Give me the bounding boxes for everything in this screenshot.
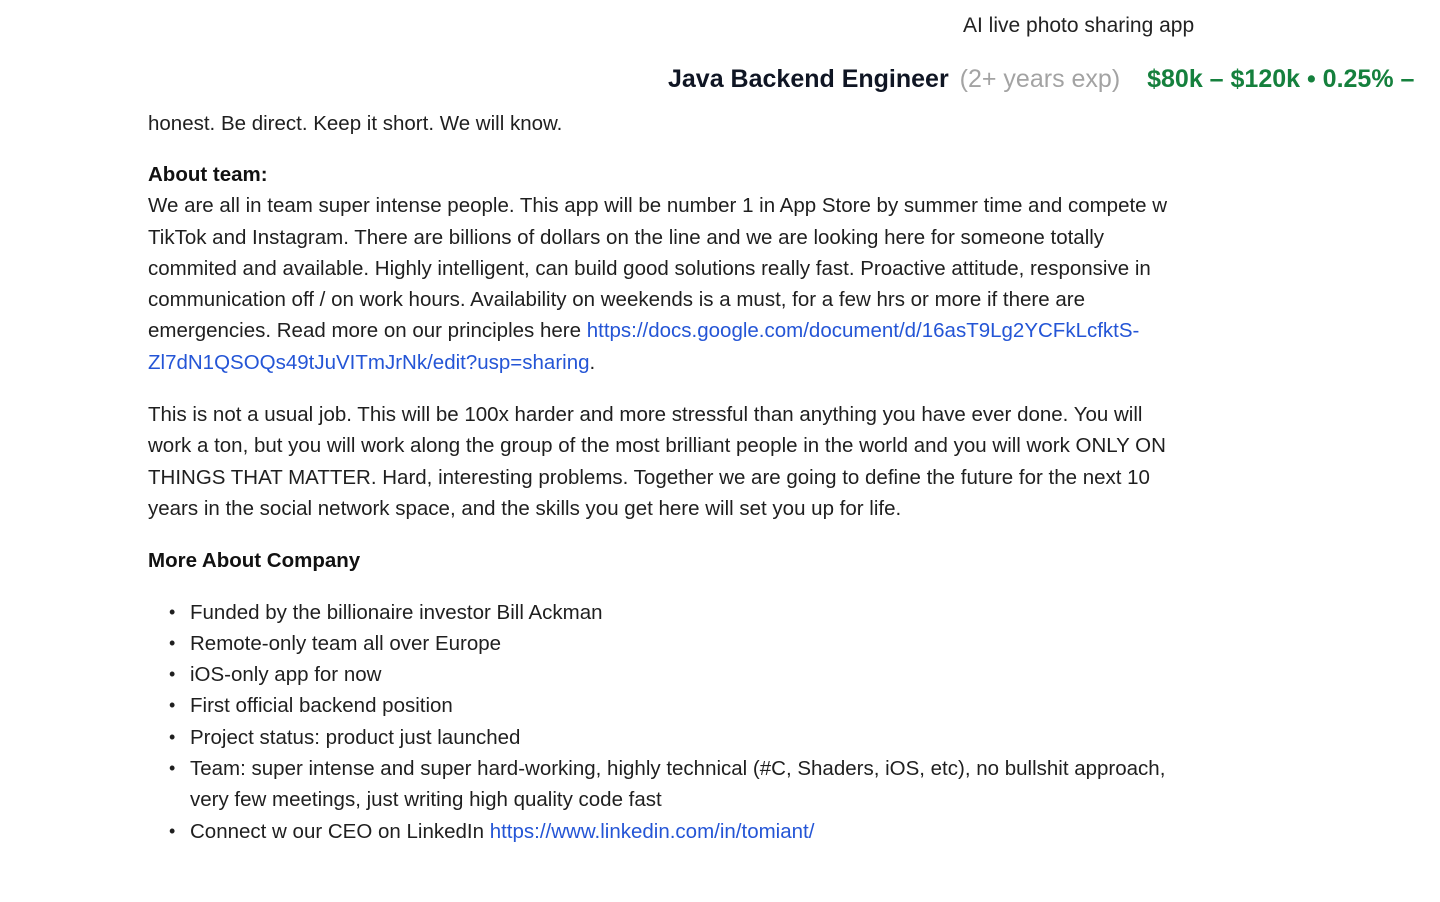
list-item	[169, 659, 1178, 690]
company-tagline: AI live photo sharing app	[963, 14, 1195, 37]
job-description	[148, 108, 1178, 847]
bullet-icon: •	[169, 632, 176, 653]
list-item	[169, 597, 1178, 628]
list-item	[169, 816, 1178, 847]
clipped-text-line: honest. Be direct. Keep it short. We will know.	[148, 112, 563, 135]
list-item-text: iOS-only app for now	[190, 663, 382, 687]
list-item-text: First official backend position	[190, 694, 453, 718]
list-item-text: Team: super intense and super hard-working, highly technical (#C, Shaders, iOS, etc), no bullshit approach, very few meetings, just writing high quality code fast	[190, 757, 1166, 812]
list-item	[169, 690, 1178, 721]
job-experience: (2+ years exp)	[959, 65, 1121, 93]
ceo-linkedin-link[interactable]: https://www.linkedin.com/in/tomiant/	[489, 819, 815, 843]
list-item-text: Remote-only team all over Europe	[190, 631, 502, 655]
job-header-card	[0, 0, 1440, 110]
about-team-paragraph	[148, 190, 1178, 378]
about-team-trailing: .	[589, 350, 596, 374]
list-item-text: Project status: product just launched	[190, 725, 521, 749]
bullet-icon: •	[169, 758, 176, 779]
warning-paragraph: This is not a usual job. This will be 100x harder and more stressful than anything you have ever done. You will work a ton, but you will work along the group of the most brilliant people in the world and you will work ONLY ON THINGS THAT MATTER. Hard, interesting problems. Together we are going to define the future for the next 10 years in the social network space, and the skills you get here will set you up for life.	[148, 403, 1166, 520]
list-item-text: Funded by the billionaire investor Bill Ackman	[190, 600, 603, 624]
job-title[interactable]: Java Backend Engineer	[668, 65, 949, 93]
company-facts-list	[148, 597, 1178, 847]
principles-doc-link[interactable]: https://docs.google.com/document/d/16asT9Lg2YCFkLcfktS-Zl7dN1QSOQs49tJuVITmJrNk/edit?usp=sharing	[148, 319, 1140, 374]
bullet-icon: •	[169, 726, 176, 747]
job-compensation: $80k – $120k • 0.25% –	[1147, 65, 1415, 93]
list-item	[169, 753, 1178, 816]
about-team-heading: About team:	[148, 163, 268, 186]
list-item	[169, 722, 1178, 753]
list-item	[169, 628, 1178, 659]
bullet-icon: •	[169, 695, 176, 716]
bullet-icon: •	[169, 601, 176, 622]
bullet-icon: •	[169, 820, 176, 841]
bullet-icon: •	[169, 664, 176, 685]
more-about-company-heading: More About Company	[148, 549, 361, 573]
ceo-linkedin-label: Connect w our CEO on LinkedIn	[190, 819, 484, 843]
job-listing-row[interactable]	[668, 62, 1414, 96]
about-team-body: We are all in team super intense people. This app will be number 1 in App Store by summer time and compete w TikTok and Instagram. There are billions of dollars on the line and we are looking here for someone totally commited and available. Highly intelligent, can build good solutions really fast. Proactive attitude, responsive in communication off / on work hours. Availability on weekends is a must, for a few hrs or more if there are emergencies. Read more on our principles here	[148, 194, 1168, 343]
